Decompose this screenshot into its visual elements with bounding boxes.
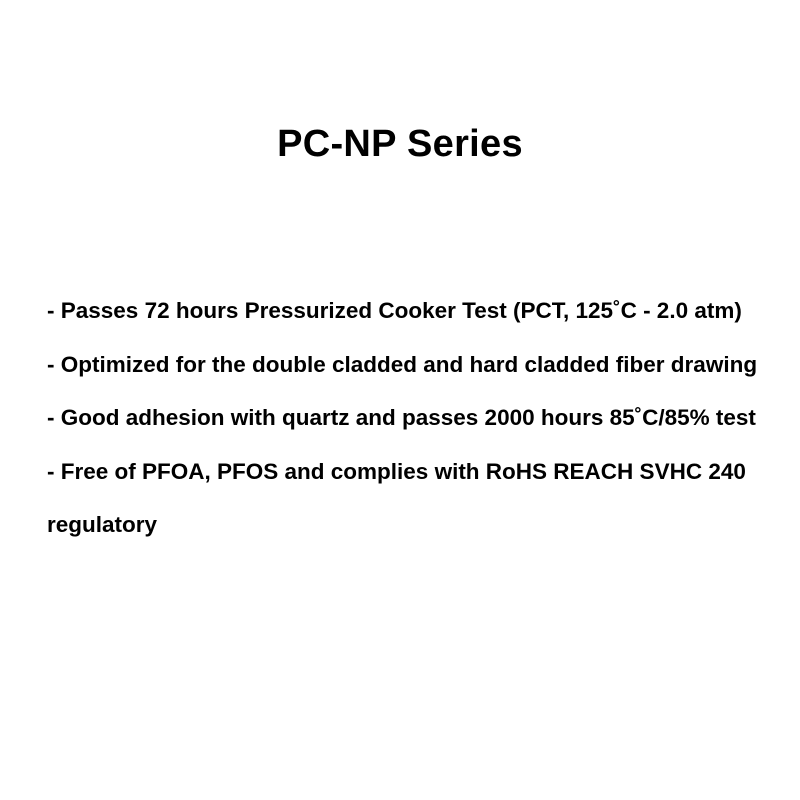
- feature-item: - Optimized for the double cladded and hard cladded fiber drawing: [47, 351, 758, 377]
- page-title: PC-NP Series: [277, 123, 523, 165]
- feature-item: - Good adhesion with quartz and passes 2000 hours 85˚C/85% test: [47, 405, 756, 430]
- feature-item: - Passes 72 hours Pressurized Cooker Test (PCT, 125˚C - 2.0 atm): [47, 298, 742, 323]
- feature-list: [47, 284, 762, 552]
- feature-item: - Free of PFOA, PFOS and complies with RoHS REACH SVHC 240 regulatory: [47, 458, 746, 537]
